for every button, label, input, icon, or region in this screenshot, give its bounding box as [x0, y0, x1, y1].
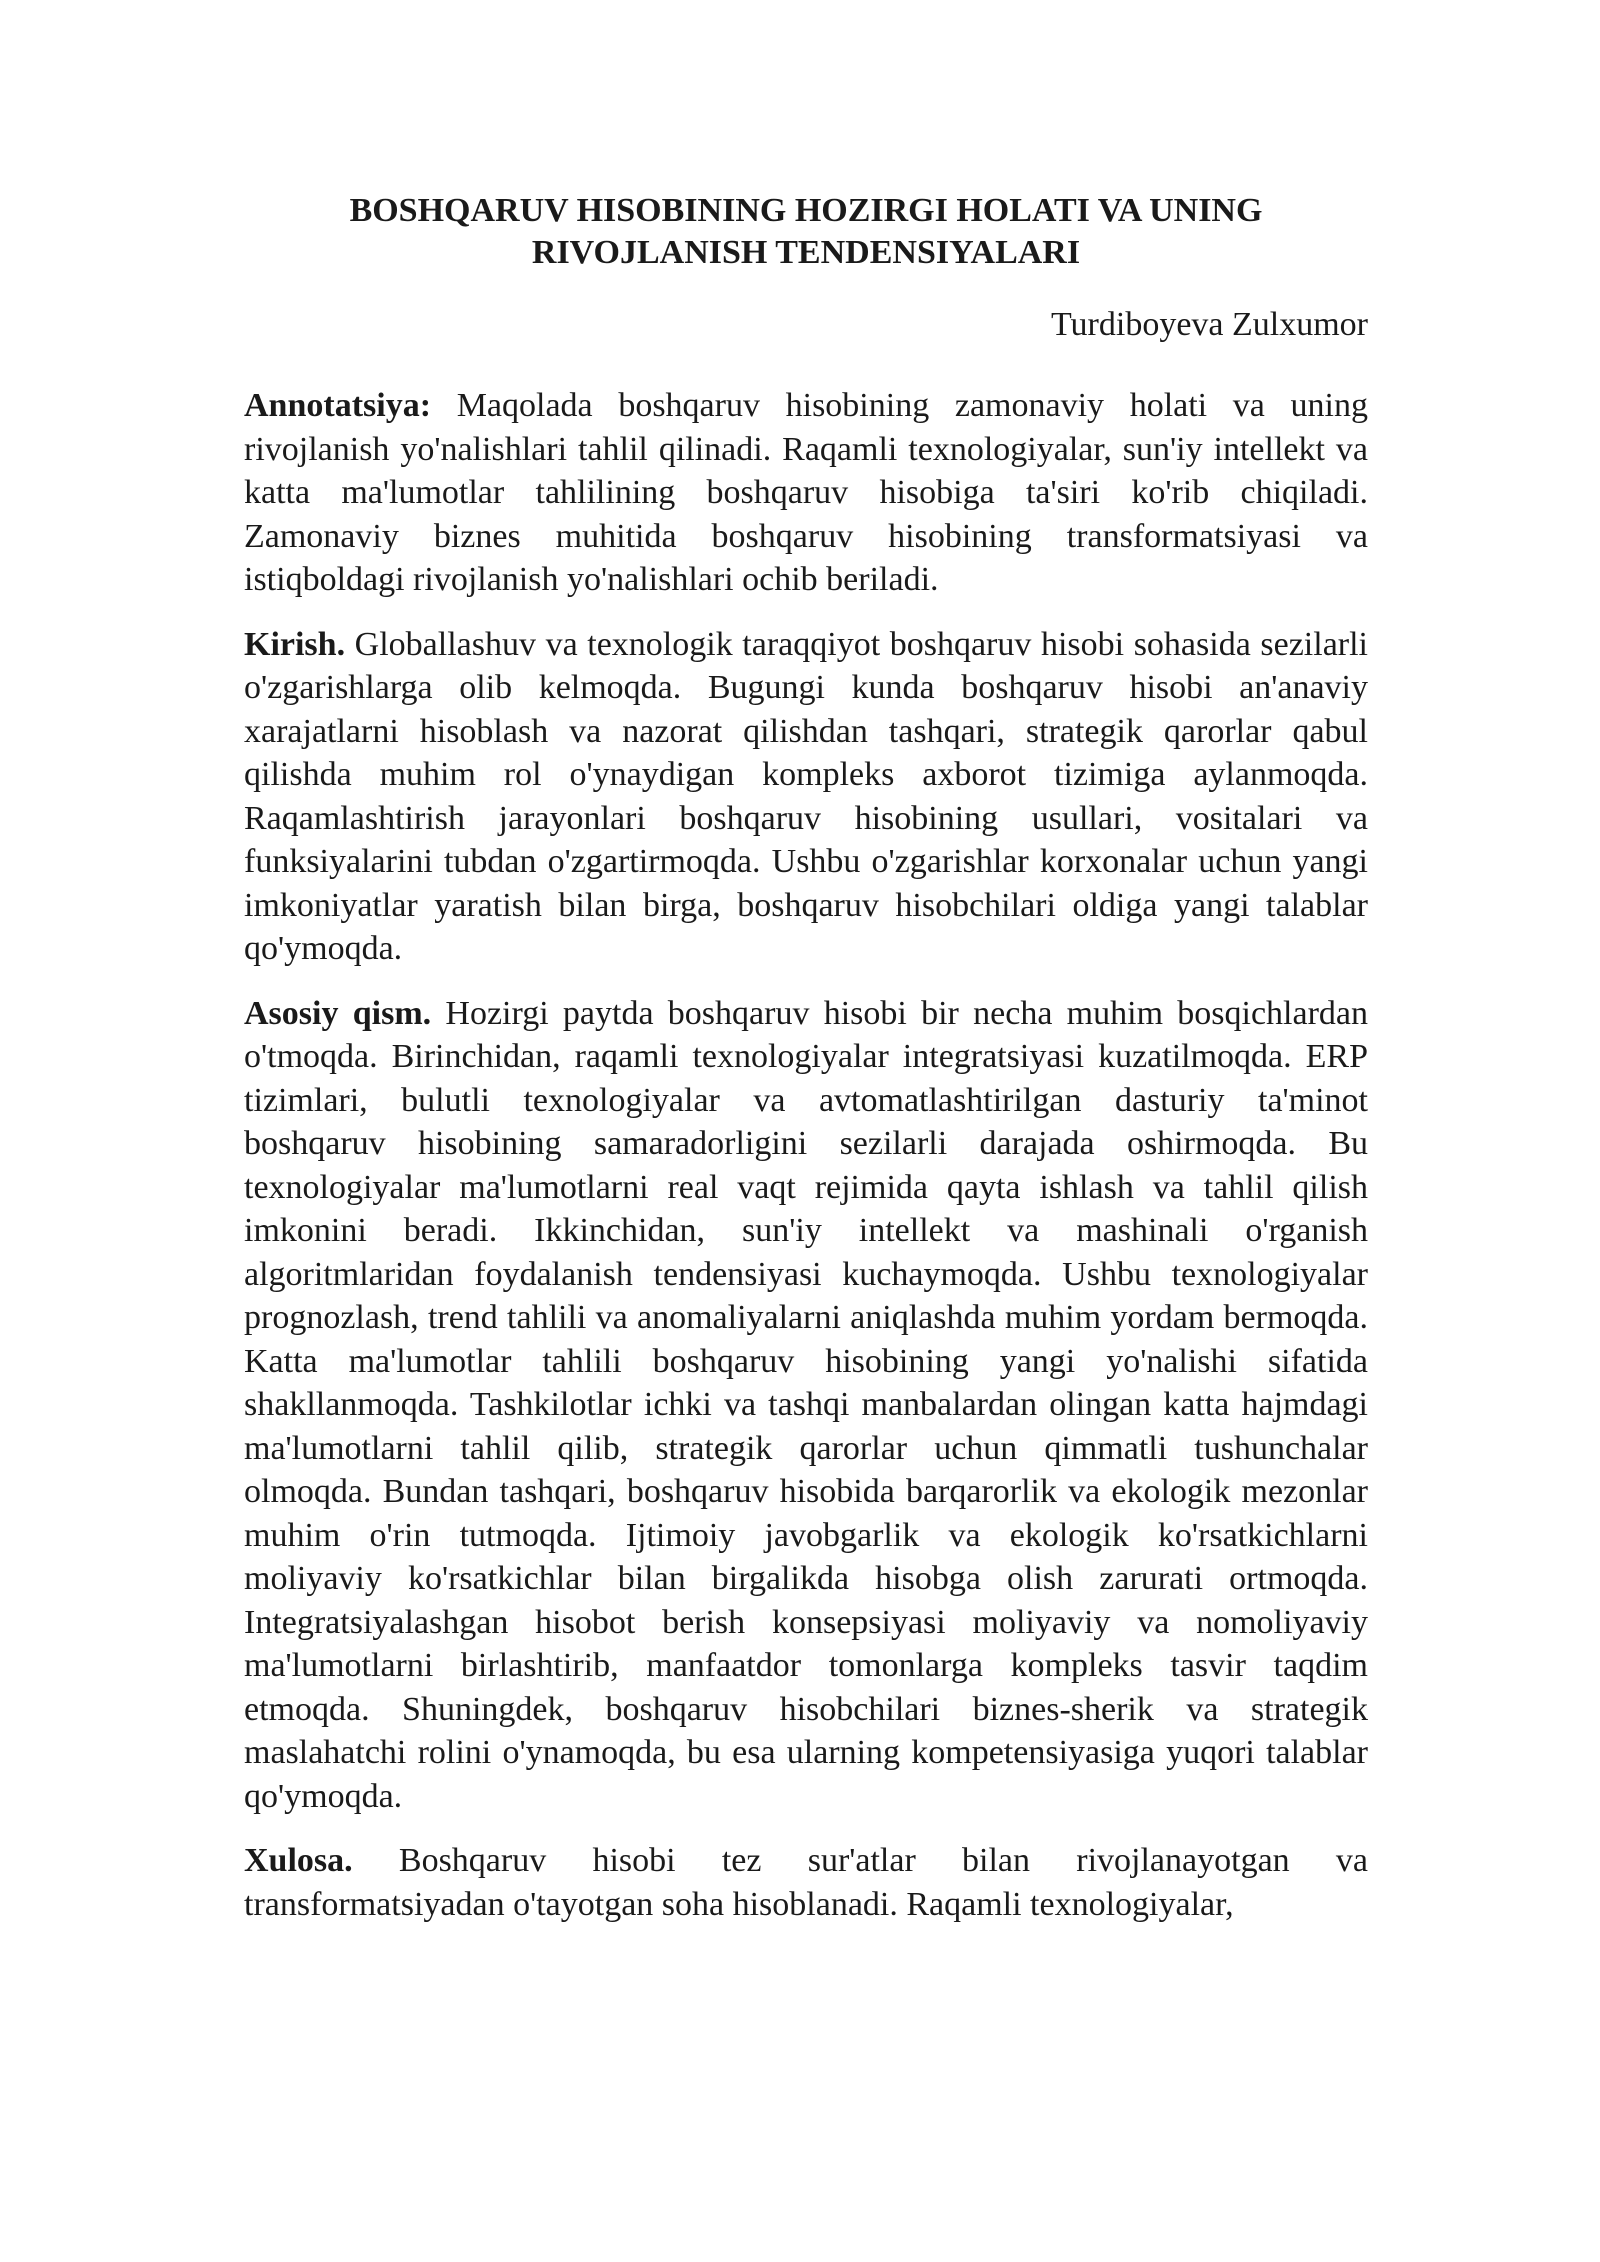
- document-page: [244, 190, 1368, 1926]
- document-title: [244, 190, 1368, 274]
- title-line-1: BOSHQARUV HISOBINING HOZIRGI HOLATI VA UNING: [349, 192, 1263, 229]
- introduction-text: Globallashuv va texnologik taraqqiyot boshqaruv hisobi sohasida sezilarli o'zgarishlarga olib kelmoqda. Bugungi kunda boshqaruv hisobi an'anaviy xarajatlarni hisoblash va nazorat qilishdan tashqari, strategik qarorlar qabul qilishda muhim rol o'ynaydigan kompleks axborot tizimiga aylanmoqda. Raqamlashtirish jarayonlari boshqaruv hisobining usullari, vositalari va funksiyalarini tubdan o'zgartirmoqda. Ushbu o'zgarishlar korxonalar uchun yangi imkoniyatlar yaratish bilan birga, boshqaruv hisobchilari oldiga yangi talablar qo'ymoqda.: [244, 625, 1368, 967]
- main-part-heading: Asosiy qism.: [244, 994, 432, 1032]
- conclusion-text: Boshqaruv hisobi tez sur'atlar bilan rivojlanayotgan va transformatsiyadan o'tayotgan soha hisoblanadi. Raqamli texnologiyalar,: [244, 1842, 1368, 1923]
- title-line-2: RIVOJLANISH TENDENSIYALARI: [531, 234, 1081, 271]
- annotation-text: Maqolada boshqaruv hisobining zamonaviy holati va uning rivojlanish yo'nalishlari tahlil qilinadi. Raqamli texnologiyalar, sun'iy intellekt va katta ma'lumotlar tahlilining boshqaruv hisobiga ta'siri ko'rib chiqiladi. Zamonaviy biznes muhitida boshqaruv hisobining transformatsiyasi va istiqboldagi rivojlanish yo'nalishlari ochib beriladi.: [244, 387, 1368, 598]
- annotation-paragraph: [244, 384, 1368, 602]
- introduction-heading: Kirish.: [244, 625, 346, 663]
- introduction-paragraph: [244, 623, 1368, 971]
- main-part-text: Hozirgi paytda boshqaruv hisobi bir necha muhim bosqichlardan o'tmoqda. Birinchidan, raqamli texnologiyalar integratsiyasi kuzatilmoqda. ERP tizimlari, bulutli texnologiyalar va avtomatlashtirilgan dasturiy ta'minot boshqaruv hisobining samaradorligini sezilarli darajada oshirmoqda. Bu texnologiyalar ma'lumotlarni real vaqt rejimida qayta ishlash va tahlil qilish imkonini beradi. Ikkinchidan, sun'iy intellekt va mashinali o'rganish algoritmlaridan foydalanish tendensiyasi kuchaymoqda. Ushbu texnologiyalar prognozlash, trend tahlili va anomaliyalarni aniqlashda muhim yordam bermoqda. Katta ma'lumotlar tahlili boshqaruv hisobining yangi yo'nalishi sifatida shakllanmoqda. Tashkilotlar ichki va tashqi manbalardan olingan katta hajmdagi ma'lumotlarni tahlil qilib, strategik qarorlar uchun qimmatli tushunchalar olmoqda. Bundan tashqari, boshqaruv hisobida barqarorlik va ekologik mezonlar muhim o'rin tutmoqda. Ijtimoiy javobgarlik va ekologik ko'rsatkichlarni moliyaviy ko'rsatkichlar bilan birgalikda hisobga olish zarurati ortmoqda. Integratsiyalashgan hisobot berish konsepsiyasi moliyaviy va nomoliyaviy ma'lumotlarni birlashtirib, manfaatdor tomonlarga kompleks tasvir taqdim etmoqda. Shuningdek, boshqaruv hisobchilari biznes-sherik va strategik maslahatchi rolini o'ynamoqda, bu esa ularning kompetensiyasiga yuqori talablar qo'ymoqda.: [244, 994, 1368, 1815]
- author-name: Turdiboyeva Zulxumor: [1050, 306, 1368, 343]
- main-part-paragraph: [244, 992, 1368, 1819]
- annotation-heading: Annotatsiya:: [244, 387, 432, 424]
- conclusion-heading: Xulosa.: [244, 1842, 353, 1879]
- conclusion-paragraph: [244, 1839, 1368, 1926]
